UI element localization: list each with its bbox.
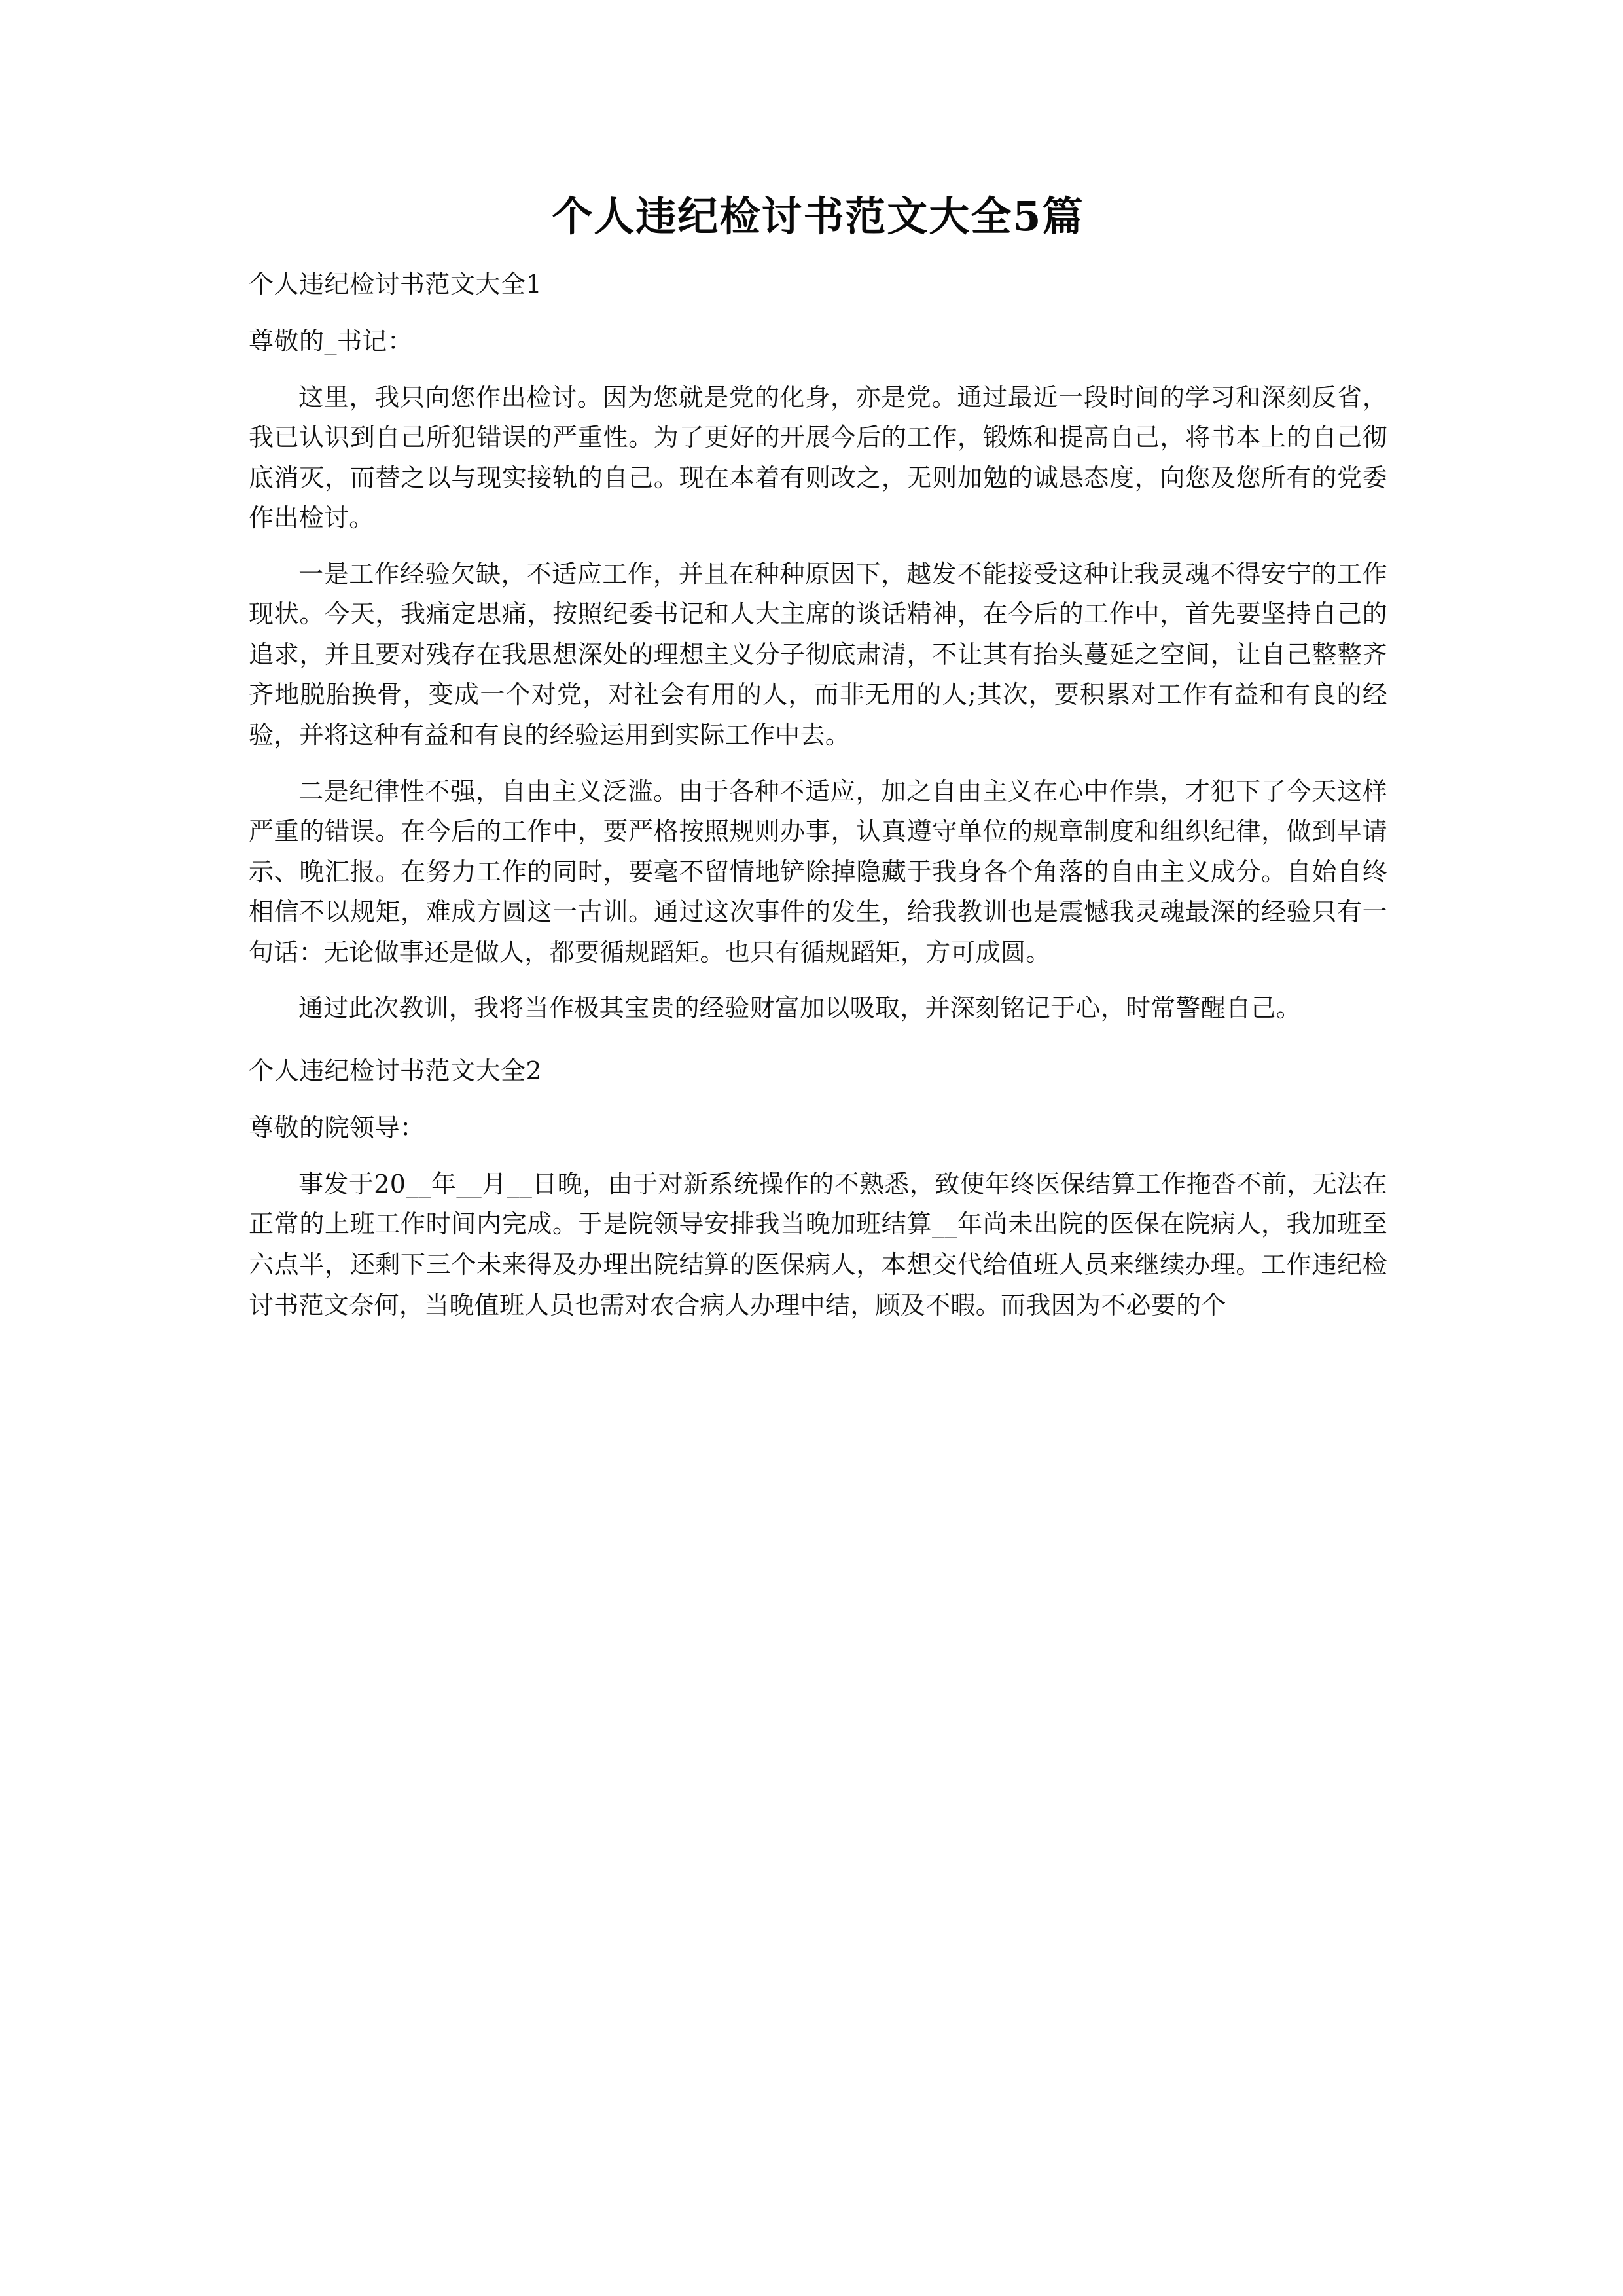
section-1-paragraph-3: 二是纪律性不强，自由主义泛滥。由于各种不适应，加之自由主义在心中作祟，才犯下了今天这样严重的错误。在今后的工作中，要严格按照规则办事，认真遵守单位的规章制度和组织纪律，做到早请示、晚汇报。在努力工作的同时，要毫不留情地铲除掉隐藏于我身各个角落的自由主义成分。自始自终相信不以规矩，难成方圆这一古训。通过这次事件的发生，给我教训也是震憾我灵魂最深的经验只有一句话：无论做事还是做人，都要循规蹈矩。也只有循规蹈矩，方可成圆。 <box>249 776 1387 967</box>
section-heading-1: 个人违纪检讨书范文大全1 <box>249 269 543 298</box>
section-2-paragraph-1: 事发于20__年__月__日晚，由于对新系统操作的不熟悉，致使年终医保结算工作拖沓不前，无法在正常的上班工作时间内完成。于是院领导安排我当晚加班结算__年尚未出院的医保在院病人，我加班至六点半，还剩下三个未来得及办理出院结算的医保病人，本想交代给值班人员来继续办理。工作违纪检讨书范文奈何，当晚值班人员也需对农合病人办理中结，顾及不暇。而我因为不必要的个 <box>249 1169 1387 1319</box>
section-1-paragraph-4: 通过此次教训，我将当作极其宝贵的经验财富加以吸取，并深刻铭记于心，时常警醒自己。 <box>298 994 1302 1023</box>
page-title: 个人违纪检讨书范文大全5篇 <box>552 192 1084 240</box>
section-heading-2: 个人违纪检讨书范文大全2 <box>249 1056 543 1085</box>
section-1-paragraph-2: 一是工作经验欠缺，不适应工作，并且在种种原因下，越发不能接受这种让我灵魂不得安宁的工作现状。今天，我痛定思痛，按照纪委书记和人大主席的谈话精神，在今后的工作中，首先要坚持自己的追求，并且要对残存在我思想深处的理想主义分子彻底肃清，不让其有抬头蔓延之空间，让自己整整齐齐地脱胎换骨，变成一个对党，对社会有用的人，而非无用的人;其次，要积累对工作有益和有良的经验，并将这种有益和有良的经验运用到实际工作中去。 <box>249 559 1387 749</box>
section-salutation-1: 尊敬的_书记： <box>249 327 413 356</box>
section-1-paragraph-1: 这里，我只向您作出检讨。因为您就是党的化身，亦是党。通过最近一段时间的学习和深刻反省，我已认识到自己所犯错误的严重性。为了更好的开展今后的工作，锻炼和提高自己，将书本上的自己彻底消灭，而替之以与现实接轨的自己。现在本着有则改之，无则加勉的诚恳态度，向您及您所有的党委作出检讨。 <box>249 382 1387 533</box>
section-salutation-2: 尊敬的院领导： <box>249 1113 425 1143</box>
document-content <box>249 0 1387 1365</box>
